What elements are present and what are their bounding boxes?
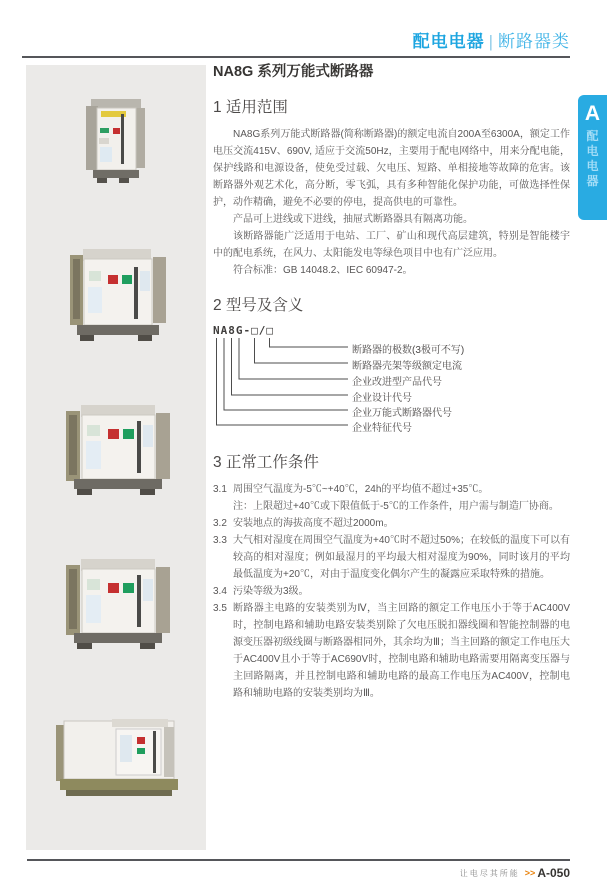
- footer-page-number: A-050: [537, 866, 570, 880]
- header-category-primary: 配电电器: [412, 32, 485, 51]
- header-divider: |: [488, 32, 494, 51]
- chapter-tab: [578, 95, 607, 220]
- condition-number: 3.4: [213, 586, 227, 597]
- model-label: 企业设计代号: [352, 393, 412, 404]
- model-label: 企业改进型产品代号: [352, 377, 442, 388]
- condition-number: 3.1: [213, 484, 227, 495]
- header-category-secondary: 断路器类: [498, 32, 570, 51]
- condition-item: [213, 532, 570, 583]
- condition-item: [213, 481, 570, 515]
- breaker-photo-3: [66, 403, 170, 503]
- header-rule: [22, 56, 570, 58]
- product-photo-strip: [26, 65, 206, 850]
- section-2-heading: 2 型号及含义: [213, 297, 304, 314]
- model-label: 企业特征代号: [352, 423, 412, 434]
- chapter-tab-label: 配电电器: [586, 129, 599, 188]
- condition-body: 周围空气温度为-5℃~+40℃，24h的平均值不超过+35℃。: [233, 484, 489, 495]
- main-text-column: [213, 60, 570, 702]
- page-footer: [460, 864, 570, 882]
- condition-item: [213, 600, 570, 702]
- chapter-tab-letter: A: [584, 102, 601, 125]
- page-title: NA8G 系列万能式断路器: [213, 64, 374, 80]
- model-label: 企业万能式断路器代号: [352, 408, 452, 419]
- model-label: 断路器的极数(3极可不写): [352, 345, 465, 356]
- conditions-list: [213, 481, 570, 702]
- condition-number: 3.2: [213, 518, 227, 529]
- section-3-heading: 3 正常工作条件: [213, 454, 319, 471]
- model-diagram: [213, 324, 570, 436]
- breaker-photo-4: [66, 557, 170, 657]
- model-code: NA8G-□/□: [213, 324, 274, 337]
- section-1-heading: 1 适用范围: [213, 99, 288, 116]
- footer-arrows: >>: [524, 868, 536, 878]
- breaker-photo-5: [52, 715, 184, 801]
- condition-number: 3.5: [213, 603, 227, 614]
- condition-body: 污染等级为3级。: [233, 586, 309, 597]
- condition-item: [213, 583, 570, 600]
- footer-slogan: 让电尽其所能: [459, 869, 520, 878]
- condition-text: [233, 481, 570, 515]
- page-header: [413, 27, 570, 52]
- section-1-paragraph: 该断路器能广泛适用于电站、工厂、矿山和现代高层建筑，特别是智能楼宇中的配电系统，在风力、太阳能发电等绿色项目中也有广泛应用。: [213, 231, 570, 259]
- breaker-photo-2: [70, 247, 166, 349]
- footer-rule: [27, 859, 570, 861]
- condition-body: 大气相对湿度在周围空气温度为+40℃时不超过50%；在较低的温度下可以有较高的相对湿度；例如最湿月的平均最大相对湿度为90%，同时该月的平均最低温度为+20℃，对由于温度变化偶尔产生的凝露应采取特殊的措施。: [233, 535, 570, 580]
- section-1-paragraph: 产品可上进线或下进线，抽屉式断路器具有隔离功能。: [233, 214, 473, 225]
- model-label: 断路器壳架等级额定电流: [352, 361, 462, 372]
- condition-note: 注：上限超过+40℃或下限值低于-5℃的工作条件，用户需与制造厂协商。: [233, 501, 559, 512]
- section-1-paragraph: NA8G系列万能式断路器(简称断路器)的额定电流自200A至6300A，额定工作电压交流415V、690V, 适应于交流50Hz，主要用于配电网络中，用来分配电能，保护线路和电源设备，使免受过载、欠电压、短路、单相接地等故障的危害。该断路器外观艺术化，高分断，零飞弧，具有多种智能化保护功能，可做选择性保护，动作精确，避免不必要的停电，提高供电的可靠性。: [213, 129, 570, 208]
- condition-body: 断路器主电路的安装类别为Ⅳ，当主回路的额定工作电压小于等于AC400V时，控制电路和辅助电路安装类别除了欠电压脱扣器线圈和智能控制器的电源变压器初级线圈与断路器相同外，其余均为Ⅲ；当主回路的额定工作电压大于AC400V且小于等于AC690V时，控制电路和辅助电路需要用隔离变压器与主回路隔离，并且控制电路和辅助电路的最高工作电压为AC400V，控制电路和辅助电路的安装类别均为Ⅲ。: [233, 603, 570, 699]
- condition-body: 安装地点的海拔高度不超过2000m。: [233, 518, 394, 529]
- section-1-paragraph: 符合标准：GB 14048.2、IEC 60947-2。: [233, 265, 413, 276]
- condition-number: 3.3: [213, 535, 227, 546]
- breaker-photo-1: [84, 97, 148, 187]
- condition-item: [213, 515, 570, 532]
